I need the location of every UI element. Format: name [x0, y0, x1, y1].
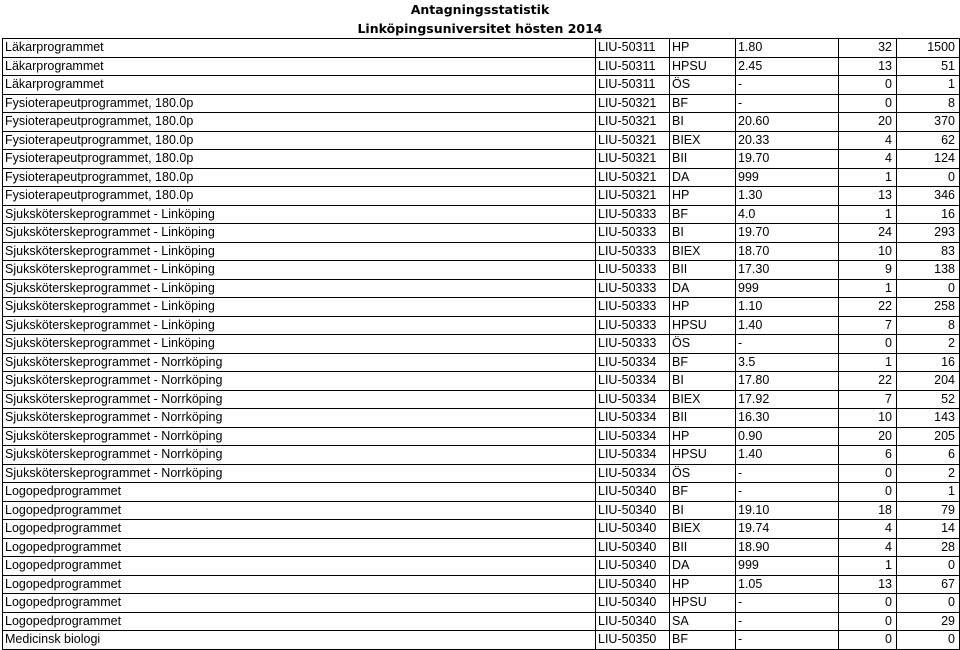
min-merit-cell: -: [736, 335, 839, 354]
admitted-count-cell: 10: [839, 242, 897, 261]
table-row: [3, 224, 960, 243]
program-code-cell: LIU-50340: [596, 557, 670, 576]
applicants-count-cell: 52: [897, 390, 960, 409]
table-row: [3, 316, 960, 335]
program-name-cell: Sjuksköterskeprogrammet - Norrköping: [3, 464, 596, 483]
admitted-count-cell: 1: [839, 279, 897, 298]
table-row: [3, 520, 960, 539]
admitted-count-cell: 1: [839, 353, 897, 372]
program-name-cell: Sjuksköterskeprogrammet - Linköping: [3, 261, 596, 280]
selection-group-cell: BII: [670, 150, 736, 169]
selection-group-cell: ÖS: [670, 335, 736, 354]
document-header: [0, 0, 960, 38]
applicants-count-cell: 8: [897, 94, 960, 113]
applicants-count-cell: 124: [897, 150, 960, 169]
table-row: [3, 168, 960, 187]
table-row: [3, 187, 960, 206]
program-name-cell: Läkarprogrammet: [3, 57, 596, 76]
admitted-count-cell: 18: [839, 501, 897, 520]
applicants-count-cell: 2: [897, 464, 960, 483]
program-name-cell: Fysioterapeutprogrammet, 180.0p: [3, 131, 596, 150]
program-code-cell: LIU-50333: [596, 205, 670, 224]
program-name-cell: Läkarprogrammet: [3, 39, 596, 58]
table-row: [3, 446, 960, 465]
selection-group-cell: HP: [670, 39, 736, 58]
applicants-count-cell: 1500: [897, 39, 960, 58]
program-code-cell: LIU-50333: [596, 316, 670, 335]
applicants-count-cell: 1: [897, 76, 960, 95]
document-subtitle: Linköpingsuniversitet hösten 2014: [357, 21, 603, 36]
selection-group-cell: HPSU: [670, 57, 736, 76]
table-row: [3, 242, 960, 261]
min-merit-cell: 1.30: [736, 187, 839, 206]
program-name-cell: Sjuksköterskeprogrammet - Linköping: [3, 242, 596, 261]
program-name-cell: Fysioterapeutprogrammet, 180.0p: [3, 168, 596, 187]
program-name-cell: Logopedprogrammet: [3, 520, 596, 539]
selection-group-cell: HPSU: [670, 594, 736, 613]
admitted-count-cell: 4: [839, 520, 897, 539]
min-merit-cell: 20.33: [736, 131, 839, 150]
admitted-count-cell: 22: [839, 372, 897, 391]
table-row: [3, 261, 960, 280]
program-code-cell: LIU-50334: [596, 464, 670, 483]
program-code-cell: LIU-50334: [596, 446, 670, 465]
applicants-count-cell: 16: [897, 353, 960, 372]
selection-group-cell: BF: [670, 353, 736, 372]
table-row: [3, 39, 960, 58]
selection-group-cell: ÖS: [670, 464, 736, 483]
program-name-cell: Logopedprogrammet: [3, 483, 596, 502]
program-code-cell: LIU-50321: [596, 113, 670, 132]
program-code-cell: LIU-50340: [596, 575, 670, 594]
program-name-cell: Logopedprogrammet: [3, 538, 596, 557]
program-code-cell: LIU-50334: [596, 353, 670, 372]
selection-group-cell: BIEX: [670, 390, 736, 409]
min-merit-cell: 4.0: [736, 205, 839, 224]
selection-group-cell: BII: [670, 261, 736, 280]
applicants-count-cell: 67: [897, 575, 960, 594]
applicants-count-cell: 370: [897, 113, 960, 132]
program-name-cell: Sjuksköterskeprogrammet - Norrköping: [3, 446, 596, 465]
applicants-count-cell: 83: [897, 242, 960, 261]
applicants-count-cell: 0: [897, 631, 960, 650]
min-merit-cell: 19.70: [736, 150, 839, 169]
applicants-count-cell: 28: [897, 538, 960, 557]
admitted-count-cell: 0: [839, 594, 897, 613]
selection-group-cell: BF: [670, 94, 736, 113]
program-code-cell: LIU-50334: [596, 409, 670, 428]
selection-group-cell: HP: [670, 298, 736, 317]
applicants-count-cell: 79: [897, 501, 960, 520]
program-name-cell: Fysioterapeutprogrammet, 180.0p: [3, 150, 596, 169]
min-merit-cell: 1.10: [736, 298, 839, 317]
min-merit-cell: 19.70: [736, 224, 839, 243]
admitted-count-cell: 1: [839, 168, 897, 187]
table-row: [3, 594, 960, 613]
table-row: [3, 150, 960, 169]
min-merit-cell: 2.45: [736, 57, 839, 76]
table-row: [3, 76, 960, 95]
table-row: [3, 390, 960, 409]
min-merit-cell: 1.05: [736, 575, 839, 594]
program-code-cell: LIU-50333: [596, 224, 670, 243]
applicants-count-cell: 205: [897, 427, 960, 446]
program-code-cell: LIU-50311: [596, 76, 670, 95]
program-code-cell: LIU-50333: [596, 298, 670, 317]
program-code-cell: LIU-50334: [596, 390, 670, 409]
program-name-cell: Sjuksköterskeprogrammet - Linköping: [3, 224, 596, 243]
applicants-count-cell: 293: [897, 224, 960, 243]
program-name-cell: Sjuksköterskeprogrammet - Linköping: [3, 335, 596, 354]
program-code-cell: LIU-50333: [596, 261, 670, 280]
min-merit-cell: 17.92: [736, 390, 839, 409]
admitted-count-cell: 13: [839, 187, 897, 206]
table-row: [3, 279, 960, 298]
program-name-cell: Logopedprogrammet: [3, 501, 596, 520]
program-code-cell: LIU-50333: [596, 279, 670, 298]
selection-group-cell: HPSU: [670, 316, 736, 335]
program-code-cell: LIU-50350: [596, 631, 670, 650]
program-code-cell: LIU-50321: [596, 187, 670, 206]
table-row: [3, 631, 960, 650]
selection-group-cell: BI: [670, 113, 736, 132]
min-merit-cell: 999: [736, 557, 839, 576]
applicants-count-cell: 29: [897, 612, 960, 631]
program-code-cell: LIU-50340: [596, 594, 670, 613]
applicants-count-cell: 258: [897, 298, 960, 317]
table-row: [3, 575, 960, 594]
program-code-cell: LIU-50321: [596, 94, 670, 113]
program-code-cell: LIU-50333: [596, 335, 670, 354]
applicants-count-cell: 0: [897, 168, 960, 187]
applicants-count-cell: 0: [897, 557, 960, 576]
table-row: [3, 409, 960, 428]
min-merit-cell: 18.90: [736, 538, 839, 557]
table-row: [3, 205, 960, 224]
program-name-cell: Sjuksköterskeprogrammet - Linköping: [3, 316, 596, 335]
program-name-cell: Logopedprogrammet: [3, 612, 596, 631]
admitted-count-cell: 0: [839, 335, 897, 354]
selection-group-cell: DA: [670, 557, 736, 576]
min-merit-cell: 1.40: [736, 316, 839, 335]
min-merit-cell: 17.30: [736, 261, 839, 280]
table-row: [3, 57, 960, 76]
program-name-cell: Logopedprogrammet: [3, 575, 596, 594]
table-row: [3, 298, 960, 317]
table-row: [3, 94, 960, 113]
program-code-cell: LIU-50340: [596, 520, 670, 539]
program-code-cell: LIU-50334: [596, 427, 670, 446]
table-row: [3, 501, 960, 520]
selection-group-cell: BF: [670, 631, 736, 650]
selection-group-cell: HPSU: [670, 446, 736, 465]
table-row: [3, 113, 960, 132]
min-merit-cell: 18.70: [736, 242, 839, 261]
table-row: [3, 612, 960, 631]
program-name-cell: Läkarprogrammet: [3, 76, 596, 95]
program-code-cell: LIU-50340: [596, 538, 670, 557]
selection-group-cell: HP: [670, 187, 736, 206]
applicants-count-cell: 51: [897, 57, 960, 76]
program-code-cell: LIU-50311: [596, 39, 670, 58]
table-body: [3, 39, 960, 650]
min-merit-cell: 1.40: [736, 446, 839, 465]
table-row: [3, 353, 960, 372]
selection-group-cell: DA: [670, 279, 736, 298]
program-name-cell: Sjuksköterskeprogrammet - Norrköping: [3, 372, 596, 391]
program-name-cell: Fysioterapeutprogrammet, 180.0p: [3, 94, 596, 113]
selection-group-cell: HP: [670, 427, 736, 446]
applicants-count-cell: 0: [897, 279, 960, 298]
selection-group-cell: BF: [670, 483, 736, 502]
min-merit-cell: -: [736, 594, 839, 613]
selection-group-cell: BIEX: [670, 242, 736, 261]
program-name-cell: Sjuksköterskeprogrammet - Norrköping: [3, 427, 596, 446]
min-merit-cell: -: [736, 464, 839, 483]
admitted-count-cell: 0: [839, 464, 897, 483]
admitted-count-cell: 13: [839, 57, 897, 76]
admitted-count-cell: 10: [839, 409, 897, 428]
program-name-cell: Sjuksköterskeprogrammet - Linköping: [3, 279, 596, 298]
admitted-count-cell: 0: [839, 612, 897, 631]
applicants-count-cell: 14: [897, 520, 960, 539]
admitted-count-cell: 4: [839, 538, 897, 557]
applicants-count-cell: 1: [897, 483, 960, 502]
min-merit-cell: 16.30: [736, 409, 839, 428]
table-row: [3, 335, 960, 354]
admitted-count-cell: 9: [839, 261, 897, 280]
selection-group-cell: BI: [670, 224, 736, 243]
program-name-cell: Logopedprogrammet: [3, 594, 596, 613]
min-merit-cell: 3.5: [736, 353, 839, 372]
selection-group-cell: BI: [670, 501, 736, 520]
admitted-count-cell: 24: [839, 224, 897, 243]
applicants-count-cell: 8: [897, 316, 960, 335]
admitted-count-cell: 0: [839, 94, 897, 113]
program-code-cell: LIU-50321: [596, 131, 670, 150]
selection-group-cell: BF: [670, 205, 736, 224]
selection-group-cell: BII: [670, 538, 736, 557]
admitted-count-cell: 7: [839, 390, 897, 409]
program-name-cell: Sjuksköterskeprogrammet - Norrköping: [3, 353, 596, 372]
program-code-cell: LIU-50334: [596, 372, 670, 391]
program-name-cell: Sjuksköterskeprogrammet - Norrköping: [3, 390, 596, 409]
document-title: Antagningsstatistik: [410, 2, 550, 17]
applicants-count-cell: 143: [897, 409, 960, 428]
admitted-count-cell: 22: [839, 298, 897, 317]
program-code-cell: LIU-50311: [596, 57, 670, 76]
min-merit-cell: 19.74: [736, 520, 839, 539]
min-merit-cell: -: [736, 94, 839, 113]
admitted-count-cell: 1: [839, 205, 897, 224]
admission-stats-table: [2, 38, 960, 650]
table-row: [3, 131, 960, 150]
selection-group-cell: ÖS: [670, 76, 736, 95]
admitted-count-cell: 7: [839, 316, 897, 335]
program-name-cell: Fysioterapeutprogrammet, 180.0p: [3, 187, 596, 206]
min-merit-cell: -: [736, 483, 839, 502]
admitted-count-cell: 0: [839, 483, 897, 502]
min-merit-cell: -: [736, 631, 839, 650]
program-name-cell: Sjuksköterskeprogrammet - Linköping: [3, 298, 596, 317]
applicants-count-cell: 138: [897, 261, 960, 280]
program-code-cell: LIU-50340: [596, 501, 670, 520]
selection-group-cell: BI: [670, 372, 736, 391]
min-merit-cell: -: [736, 612, 839, 631]
applicants-count-cell: 2: [897, 335, 960, 354]
program-name-cell: Medicinsk biologi: [3, 631, 596, 650]
program-code-cell: LIU-50340: [596, 483, 670, 502]
selection-group-cell: BII: [670, 409, 736, 428]
admitted-count-cell: 4: [839, 131, 897, 150]
program-code-cell: LIU-50321: [596, 168, 670, 187]
program-code-cell: LIU-50321: [596, 150, 670, 169]
applicants-count-cell: 62: [897, 131, 960, 150]
applicants-count-cell: 346: [897, 187, 960, 206]
table-row: [3, 372, 960, 391]
min-merit-cell: -: [736, 76, 839, 95]
min-merit-cell: 1.80: [736, 39, 839, 58]
table-row: [3, 427, 960, 446]
selection-group-cell: DA: [670, 168, 736, 187]
table-row: [3, 557, 960, 576]
selection-group-cell: HP: [670, 575, 736, 594]
program-code-cell: LIU-50340: [596, 612, 670, 631]
selection-group-cell: BIEX: [670, 520, 736, 539]
min-merit-cell: 0.90: [736, 427, 839, 446]
min-merit-cell: 999: [736, 168, 839, 187]
program-code-cell: LIU-50333: [596, 242, 670, 261]
program-name-cell: Fysioterapeutprogrammet, 180.0p: [3, 113, 596, 132]
selection-group-cell: BIEX: [670, 131, 736, 150]
admitted-count-cell: 13: [839, 575, 897, 594]
admitted-count-cell: 1: [839, 557, 897, 576]
min-merit-cell: 20.60: [736, 113, 839, 132]
applicants-count-cell: 6: [897, 446, 960, 465]
program-name-cell: Sjuksköterskeprogrammet - Linköping: [3, 205, 596, 224]
admitted-count-cell: 32: [839, 39, 897, 58]
min-merit-cell: 19.10: [736, 501, 839, 520]
table-row: [3, 483, 960, 502]
applicants-count-cell: 16: [897, 205, 960, 224]
admitted-count-cell: 4: [839, 150, 897, 169]
admitted-count-cell: 0: [839, 76, 897, 95]
admitted-count-cell: 20: [839, 113, 897, 132]
admitted-count-cell: 6: [839, 446, 897, 465]
table-row: [3, 538, 960, 557]
min-merit-cell: 999: [736, 279, 839, 298]
program-name-cell: Logopedprogrammet: [3, 557, 596, 576]
applicants-count-cell: 204: [897, 372, 960, 391]
min-merit-cell: 17.80: [736, 372, 839, 391]
table-row: [3, 464, 960, 483]
admitted-count-cell: 20: [839, 427, 897, 446]
selection-group-cell: SA: [670, 612, 736, 631]
program-name-cell: Sjuksköterskeprogrammet - Norrköping: [3, 409, 596, 428]
admitted-count-cell: 0: [839, 631, 897, 650]
applicants-count-cell: 0: [897, 594, 960, 613]
